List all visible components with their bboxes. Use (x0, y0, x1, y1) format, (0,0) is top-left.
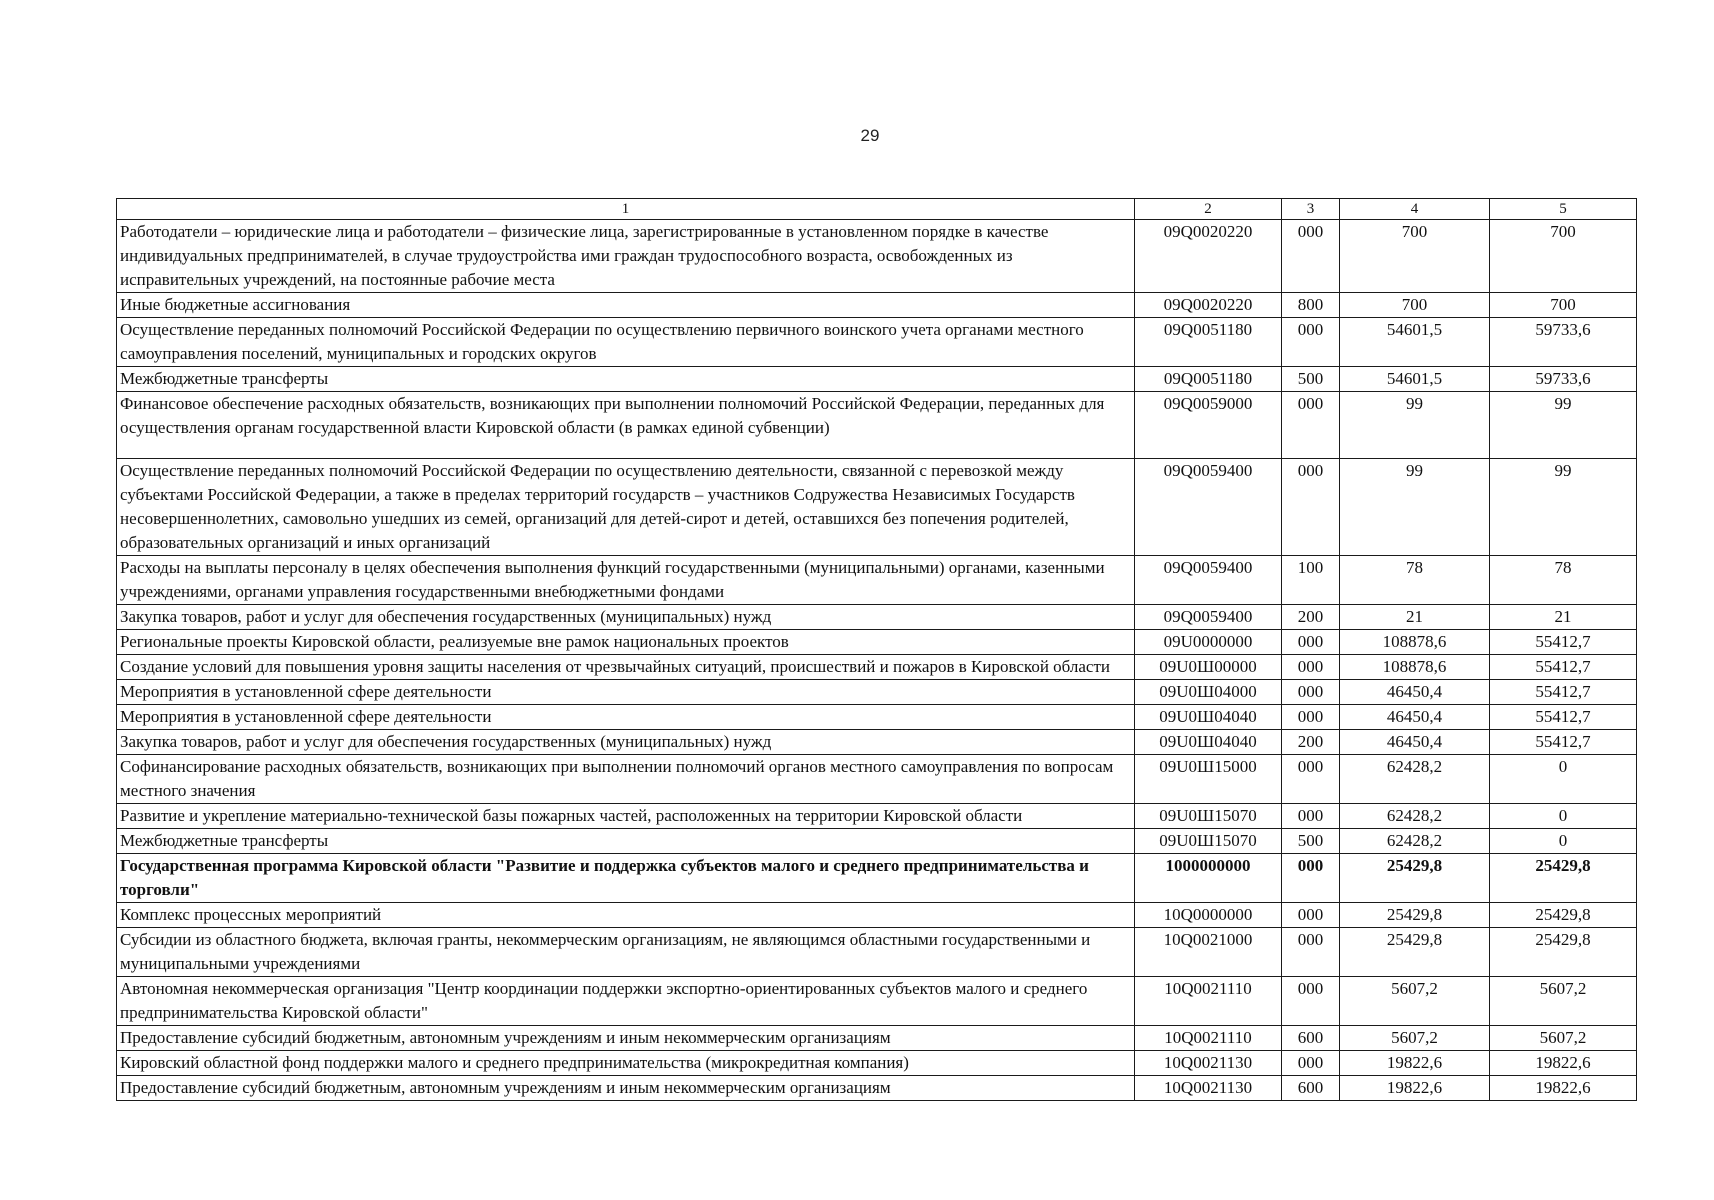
row-value-year1-cell: 62428,2 (1340, 829, 1490, 854)
row-expense-type-cell: 000 (1282, 903, 1340, 928)
row-value-year2-cell: 700 (1490, 293, 1637, 318)
row-expense-type-cell: 600 (1282, 1076, 1340, 1101)
row-value-year1-cell: 5607,2 (1340, 977, 1490, 1026)
row-name-cell: Создание условий для повышения уровня защиты населения от чрезвычайных ситуаций, происшествий и пожаров в Кировской области (117, 655, 1135, 680)
table-row (117, 755, 1637, 804)
row-expense-type-cell: 000 (1282, 1051, 1340, 1076)
row-expense-type-cell: 200 (1282, 605, 1340, 630)
row-name-cell: Межбюджетные трансферты (117, 367, 1135, 392)
row-value-year1-cell: 78 (1340, 556, 1490, 605)
table-row (117, 730, 1637, 755)
row-value-year2-cell: 55412,7 (1490, 730, 1637, 755)
row-value-year2-cell: 25429,8 (1490, 928, 1637, 977)
row-code-cell: 09U0Ш15000 (1135, 755, 1282, 804)
row-code-cell: 09Q0059400 (1135, 556, 1282, 605)
row-code-cell: 10Q0000000 (1135, 903, 1282, 928)
row-value-year2-cell: 700 (1490, 220, 1637, 293)
row-code-cell: 09U0000000 (1135, 630, 1282, 655)
row-value-year2-cell: 55412,7 (1490, 680, 1637, 705)
row-code-cell: 09U0Ш00000 (1135, 655, 1282, 680)
row-name-cell: Предоставление субсидий бюджетным, автономным учреждениям и иным некоммерческим организациям (117, 1076, 1135, 1101)
row-value-year2-cell: 55412,7 (1490, 630, 1637, 655)
row-value-year1-cell: 99 (1340, 459, 1490, 556)
row-value-year1-cell: 54601,5 (1340, 367, 1490, 392)
row-expense-type-cell: 000 (1282, 755, 1340, 804)
row-name-cell: Развитие и укрепление материально-технической базы пожарных частей, расположенных на территории Кировской области (117, 804, 1135, 829)
table-row (117, 977, 1637, 1026)
table-row (117, 804, 1637, 829)
row-code-cell: 10Q0021000 (1135, 928, 1282, 977)
row-value-year2-cell: 5607,2 (1490, 977, 1637, 1026)
row-value-year2-cell: 59733,6 (1490, 367, 1637, 392)
row-expense-type-cell: 000 (1282, 977, 1340, 1026)
row-value-year1-cell: 46450,4 (1340, 705, 1490, 730)
table-row (117, 903, 1637, 928)
row-name-cell: Государственная программа Кировской области "Развитие и поддержка субъектов малого и среднего предпринимательства и торговли" (117, 854, 1135, 903)
page-number: 29 (860, 126, 880, 145)
row-name-cell: Работодатели – юридические лица и работодатели – физические лица, зарегистрированные в установленном порядке в качестве индивидуальных предпринимателей, в случае трудоустройства ими граждан трудоспособного возраста, освобожденных из исправительных учреждений, на постоянные рабочие места (117, 220, 1135, 293)
row-value-year1-cell: 25429,8 (1340, 928, 1490, 977)
row-code-cell: 09Q0020220 (1135, 220, 1282, 293)
row-value-year2-cell: 78 (1490, 556, 1637, 605)
table-row (117, 220, 1637, 293)
row-value-year2-cell: 99 (1490, 392, 1637, 459)
table-header-row (117, 199, 1637, 220)
row-value-year1-cell: 21 (1340, 605, 1490, 630)
table-row (117, 630, 1637, 655)
row-value-year1-cell: 99 (1340, 392, 1490, 459)
table-row (117, 705, 1637, 730)
table-row (117, 605, 1637, 630)
row-value-year1-cell: 700 (1340, 220, 1490, 293)
row-code-cell: 10Q0021130 (1135, 1076, 1282, 1101)
row-name-cell: Комплекс процессных мероприятий (117, 903, 1135, 928)
table-row (117, 854, 1637, 903)
row-value-year1-cell: 46450,4 (1340, 680, 1490, 705)
row-code-cell: 10Q0021130 (1135, 1051, 1282, 1076)
table-row (117, 367, 1637, 392)
table-row (117, 928, 1637, 977)
column-header: 5 (1490, 199, 1637, 220)
row-value-year1-cell: 19822,6 (1340, 1076, 1490, 1101)
table-row (117, 1051, 1637, 1076)
column-header: 3 (1282, 199, 1340, 220)
row-value-year1-cell: 108878,6 (1340, 630, 1490, 655)
column-header: 2 (1135, 199, 1282, 220)
row-value-year1-cell: 700 (1340, 293, 1490, 318)
table-row (117, 655, 1637, 680)
row-name-cell: Субсидии из областного бюджета, включая гранты, некоммерческим организациям, не являющимся областными государственными и муниципальными учреждениями (117, 928, 1135, 977)
row-expense-type-cell: 000 (1282, 680, 1340, 705)
row-expense-type-cell: 000 (1282, 630, 1340, 655)
row-expense-type-cell: 000 (1282, 705, 1340, 730)
table-row (117, 556, 1637, 605)
row-value-year1-cell: 62428,2 (1340, 804, 1490, 829)
row-expense-type-cell: 000 (1282, 928, 1340, 977)
row-value-year2-cell: 59733,6 (1490, 318, 1637, 367)
row-code-cell: 1000000000 (1135, 854, 1282, 903)
row-code-cell: 09U0Ш04040 (1135, 730, 1282, 755)
row-name-cell: Закупка товаров, работ и услуг для обеспечения государственных (муниципальных) нужд (117, 730, 1135, 755)
row-expense-type-cell: 000 (1282, 392, 1340, 459)
row-code-cell: 09Q0051180 (1135, 318, 1282, 367)
column-header: 4 (1340, 199, 1490, 220)
row-value-year1-cell: 62428,2 (1340, 755, 1490, 804)
row-value-year2-cell: 0 (1490, 804, 1637, 829)
table-row (117, 1026, 1637, 1051)
table-row (117, 680, 1637, 705)
row-value-year1-cell: 25429,8 (1340, 854, 1490, 903)
row-name-cell: Межбюджетные трансферты (117, 829, 1135, 854)
row-expense-type-cell: 000 (1282, 220, 1340, 293)
row-name-cell: Кировский областной фонд поддержки малого и среднего предпринимательства (микрокредитная компания) (117, 1051, 1135, 1076)
row-value-year2-cell: 21 (1490, 605, 1637, 630)
row-expense-type-cell: 000 (1282, 318, 1340, 367)
row-value-year2-cell: 55412,7 (1490, 655, 1637, 680)
row-expense-type-cell: 500 (1282, 829, 1340, 854)
table-row (117, 293, 1637, 318)
row-name-cell: Мероприятия в установленной сфере деятельности (117, 705, 1135, 730)
row-expense-type-cell: 600 (1282, 1026, 1340, 1051)
table-row (117, 829, 1637, 854)
row-expense-type-cell: 000 (1282, 804, 1340, 829)
row-code-cell: 09Q0059400 (1135, 459, 1282, 556)
row-value-year2-cell: 19822,6 (1490, 1076, 1637, 1101)
row-value-year2-cell: 99 (1490, 459, 1637, 556)
row-value-year1-cell: 25429,8 (1340, 903, 1490, 928)
row-name-cell: Софинансирование расходных обязательств, возникающих при выполнении полномочий органов местного самоуправления по вопросам местного значения (117, 755, 1135, 804)
row-expense-type-cell: 100 (1282, 556, 1340, 605)
row-value-year2-cell: 19822,6 (1490, 1051, 1637, 1076)
row-code-cell: 09U0Ш15070 (1135, 804, 1282, 829)
table-row (117, 392, 1637, 459)
column-header: 1 (117, 199, 1135, 220)
row-code-cell: 09U0Ш04040 (1135, 705, 1282, 730)
row-name-cell: Иные бюджетные ассигнования (117, 293, 1135, 318)
row-value-year2-cell: 5607,2 (1490, 1026, 1637, 1051)
row-expense-type-cell: 500 (1282, 367, 1340, 392)
row-value-year1-cell: 19822,6 (1340, 1051, 1490, 1076)
row-expense-type-cell: 200 (1282, 730, 1340, 755)
row-code-cell: 09U0Ш04000 (1135, 680, 1282, 705)
row-value-year2-cell: 55412,7 (1490, 705, 1637, 730)
table-row (117, 1076, 1637, 1101)
table-row (117, 318, 1637, 367)
row-expense-type-cell: 000 (1282, 459, 1340, 556)
row-value-year1-cell: 54601,5 (1340, 318, 1490, 367)
row-name-cell: Предоставление субсидий бюджетным, автономным учреждениям и иным некоммерческим организациям (117, 1026, 1135, 1051)
row-expense-type-cell: 000 (1282, 655, 1340, 680)
row-code-cell: 09Q0051180 (1135, 367, 1282, 392)
table-row (117, 459, 1637, 556)
budget-table (116, 198, 1637, 1101)
row-name-cell: Автономная некоммерческая организация "Центр координации поддержки экспортно-ориентированных субъектов малого и среднего предпринимательства Кировской области" (117, 977, 1135, 1026)
row-value-year2-cell: 25429,8 (1490, 854, 1637, 903)
row-value-year2-cell: 0 (1490, 829, 1637, 854)
row-value-year2-cell: 0 (1490, 755, 1637, 804)
row-expense-type-cell: 000 (1282, 854, 1340, 903)
row-name-cell: Финансовое обеспечение расходных обязательств, возникающих при выполнении полномочий Российской Федерации, переданных для осуществления органам государственной власти Кировской области (в рамках единой субвенции) (117, 392, 1135, 459)
row-expense-type-cell: 800 (1282, 293, 1340, 318)
row-name-cell: Региональные проекты Кировской области, реализуемые вне рамок национальных проектов (117, 630, 1135, 655)
row-name-cell: Закупка товаров, работ и услуг для обеспечения государственных (муниципальных) нужд (117, 605, 1135, 630)
row-name-cell: Осуществление переданных полномочий Российской Федерации по осуществлению первичного воинского учета органами местного самоуправления поселений, муниципальных и городских округов (117, 318, 1135, 367)
row-code-cell: 09Q0059400 (1135, 605, 1282, 630)
row-code-cell: 09Q0020220 (1135, 293, 1282, 318)
row-value-year1-cell: 46450,4 (1340, 730, 1490, 755)
row-code-cell: 10Q0021110 (1135, 977, 1282, 1026)
row-code-cell: 09Q0059000 (1135, 392, 1282, 459)
row-value-year1-cell: 5607,2 (1340, 1026, 1490, 1051)
row-name-cell: Расходы на выплаты персоналу в целях обеспечения выполнения функций государственными (муниципальными) органами, казенными учреждениями, органами управления государственными внебюджетными фондами (117, 556, 1135, 605)
row-value-year2-cell: 25429,8 (1490, 903, 1637, 928)
row-name-cell: Мероприятия в установленной сфере деятельности (117, 680, 1135, 705)
row-code-cell: 09U0Ш15070 (1135, 829, 1282, 854)
row-code-cell: 10Q0021110 (1135, 1026, 1282, 1051)
table-body (117, 220, 1637, 1101)
row-name-cell: Осуществление переданных полномочий Российской Федерации по осуществлению деятельности, связанной с перевозкой между субъектами Российской Федерации, а также в пределах территорий государств – участников Содружества Независимых Государств несовершеннолетних, самовольно ушедших из семей, организаций для детей-сирот и детей, оставшихся без попечения родителей, образовательных организаций и иных организаций (117, 459, 1135, 556)
row-value-year1-cell: 108878,6 (1340, 655, 1490, 680)
